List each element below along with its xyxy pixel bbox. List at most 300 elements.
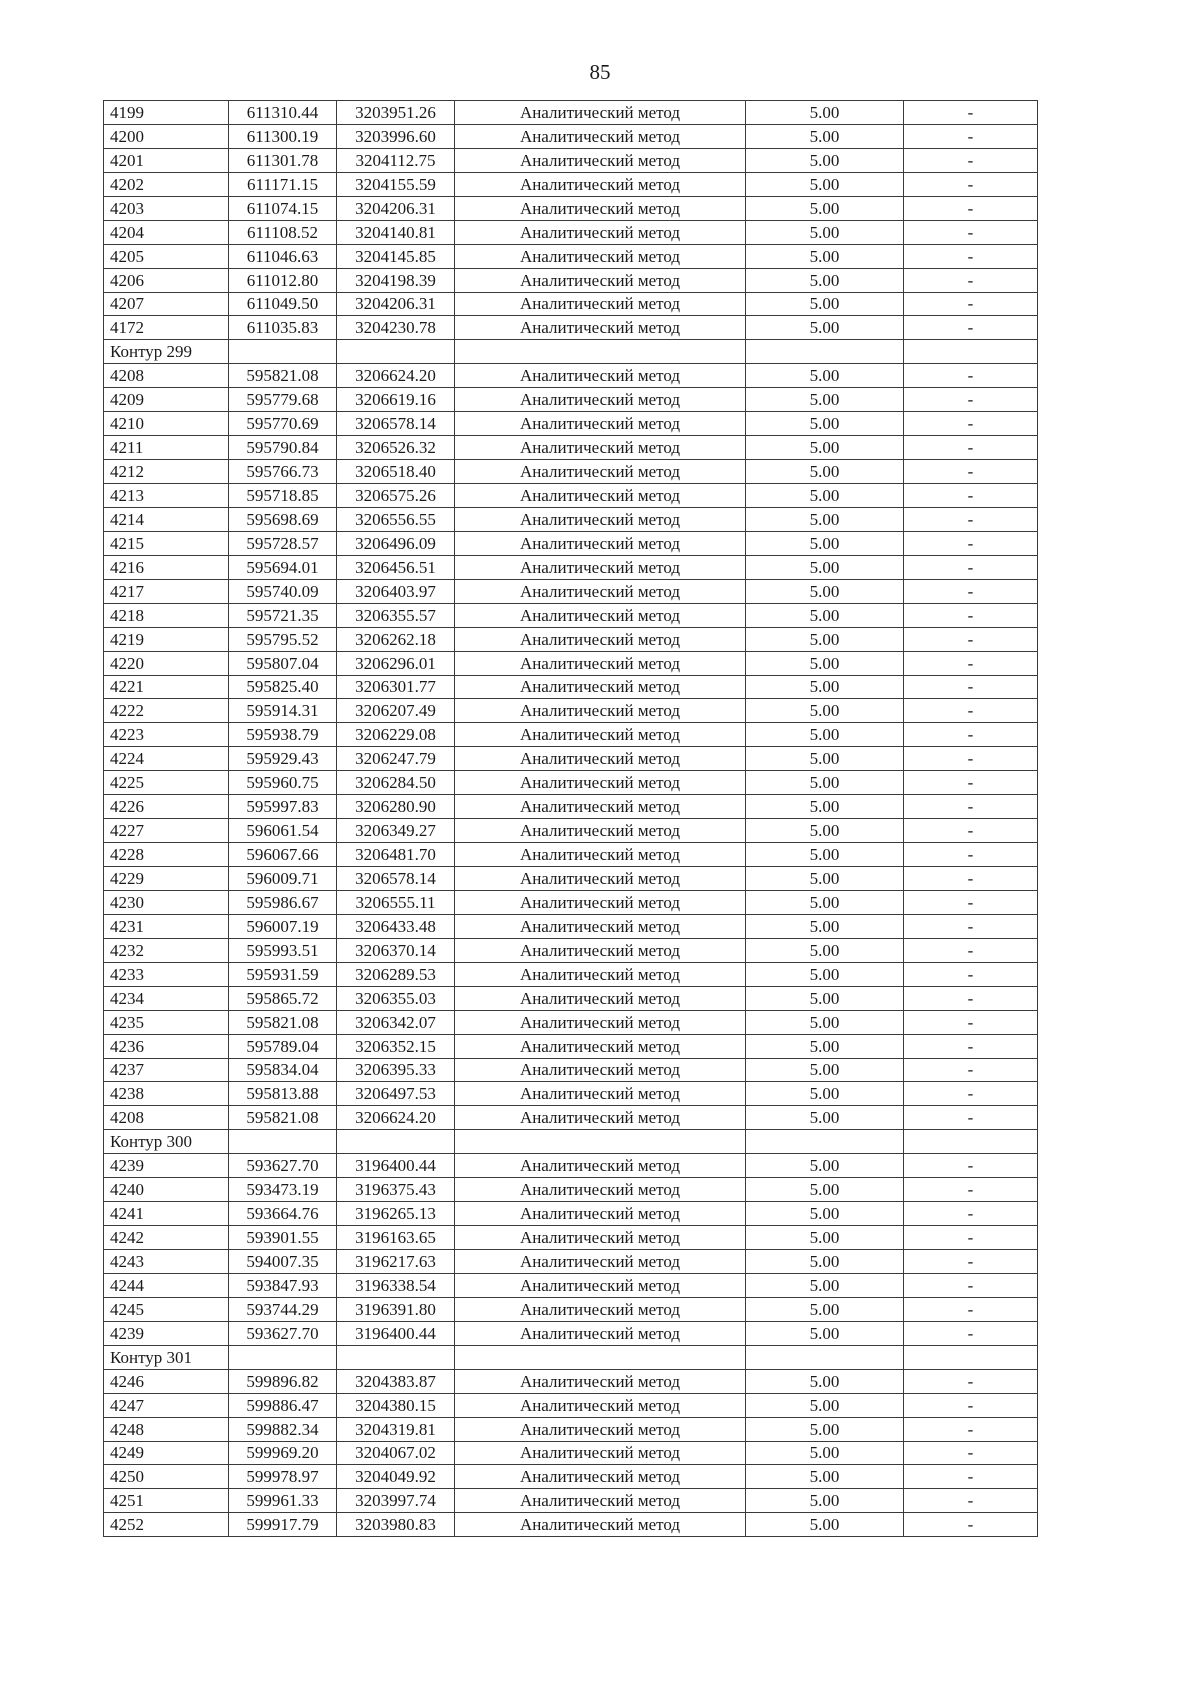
x-coordinate-cell: 595694.01 [229, 555, 337, 579]
precision-cell: 5.00 [746, 292, 904, 316]
method-cell: Аналитический метод [455, 1106, 746, 1130]
x-coordinate-cell: 595790.84 [229, 436, 337, 460]
table-row [104, 196, 1038, 220]
point-number-cell: 4237 [104, 1058, 229, 1082]
point-number-cell: 4239 [104, 1154, 229, 1178]
x-coordinate-cell: 595931.59 [229, 962, 337, 986]
method-cell: Аналитический метод [455, 436, 746, 460]
precision-cell: 5.00 [746, 1369, 904, 1393]
empty-cell [455, 340, 746, 364]
x-coordinate-cell: 611310.44 [229, 101, 337, 125]
precision-cell: 5.00 [746, 1417, 904, 1441]
description-cell: - [904, 914, 1038, 938]
method-cell: Аналитический метод [455, 220, 746, 244]
table-row [104, 220, 1038, 244]
description-cell: - [904, 1082, 1038, 1106]
y-coordinate-cell: 3206526.32 [337, 436, 455, 460]
description-cell: - [904, 723, 1038, 747]
point-number-cell: 4223 [104, 723, 229, 747]
x-coordinate-cell: 595938.79 [229, 723, 337, 747]
method-cell: Аналитический метод [455, 675, 746, 699]
table-row [104, 1034, 1038, 1058]
x-coordinate-cell: 599886.47 [229, 1393, 337, 1417]
method-cell: Аналитический метод [455, 962, 746, 986]
x-coordinate-cell: 599969.20 [229, 1441, 337, 1465]
y-coordinate-cell: 3206578.14 [337, 867, 455, 891]
precision-cell: 5.00 [746, 699, 904, 723]
precision-cell: 5.00 [746, 268, 904, 292]
y-coordinate-cell: 3204112.75 [337, 148, 455, 172]
table-row [104, 1465, 1038, 1489]
point-number-cell: 4244 [104, 1273, 229, 1297]
point-number-cell: 4219 [104, 627, 229, 651]
y-coordinate-cell: 3204067.02 [337, 1441, 455, 1465]
method-cell: Аналитический метод [455, 196, 746, 220]
method-cell: Аналитический метод [455, 555, 746, 579]
method-cell: Аналитический метод [455, 1393, 746, 1417]
x-coordinate-cell: 611301.78 [229, 148, 337, 172]
point-number-cell: 4205 [104, 244, 229, 268]
method-cell: Аналитический метод [455, 627, 746, 651]
table-row [104, 1178, 1038, 1202]
point-number-cell: 4252 [104, 1513, 229, 1537]
y-coordinate-cell: 3206481.70 [337, 843, 455, 867]
method-cell: Аналитический метод [455, 1010, 746, 1034]
precision-cell: 5.00 [746, 1202, 904, 1226]
precision-cell: 5.00 [746, 460, 904, 484]
description-cell: - [904, 220, 1038, 244]
table-row [104, 1010, 1038, 1034]
table-row [104, 1321, 1038, 1345]
description-cell: - [904, 1273, 1038, 1297]
point-number-cell: 4203 [104, 196, 229, 220]
precision-cell: 5.00 [746, 771, 904, 795]
y-coordinate-cell: 3206403.97 [337, 579, 455, 603]
table-row [104, 986, 1038, 1010]
x-coordinate-cell: 593627.70 [229, 1154, 337, 1178]
y-coordinate-cell: 3206395.33 [337, 1058, 455, 1082]
x-coordinate-cell: 595834.04 [229, 1058, 337, 1082]
x-coordinate-cell: 599978.97 [229, 1465, 337, 1489]
x-coordinate-cell: 595766.73 [229, 460, 337, 484]
point-number-cell: 4249 [104, 1441, 229, 1465]
x-coordinate-cell: 599896.82 [229, 1369, 337, 1393]
x-coordinate-cell: 593473.19 [229, 1178, 337, 1202]
y-coordinate-cell: 3196391.80 [337, 1297, 455, 1321]
precision-cell: 5.00 [746, 986, 904, 1010]
y-coordinate-cell: 3204383.87 [337, 1369, 455, 1393]
point-number-cell: 4204 [104, 220, 229, 244]
description-cell: - [904, 436, 1038, 460]
y-coordinate-cell: 3206247.79 [337, 747, 455, 771]
x-coordinate-cell: 596009.71 [229, 867, 337, 891]
point-number-cell: 4220 [104, 651, 229, 675]
table-row [104, 460, 1038, 484]
method-cell: Аналитический метод [455, 795, 746, 819]
point-number-cell: 4227 [104, 819, 229, 843]
empty-cell [337, 340, 455, 364]
y-coordinate-cell: 3204049.92 [337, 1465, 455, 1489]
description-cell: - [904, 531, 1038, 555]
description-cell: - [904, 1058, 1038, 1082]
description-cell: - [904, 819, 1038, 843]
x-coordinate-cell: 596067.66 [229, 843, 337, 867]
table-row [104, 675, 1038, 699]
method-cell: Аналитический метод [455, 268, 746, 292]
point-number-cell: 4207 [104, 292, 229, 316]
table-row [104, 148, 1038, 172]
table-row [104, 124, 1038, 148]
table-row [104, 364, 1038, 388]
precision-cell: 5.00 [746, 1250, 904, 1274]
x-coordinate-cell: 595821.08 [229, 1010, 337, 1034]
x-coordinate-cell: 611108.52 [229, 220, 337, 244]
y-coordinate-cell: 3204198.39 [337, 268, 455, 292]
y-coordinate-cell: 3206433.48 [337, 914, 455, 938]
y-coordinate-cell: 3204380.15 [337, 1393, 455, 1417]
table-row [104, 101, 1038, 125]
method-cell: Аналитический метод [455, 1250, 746, 1274]
precision-cell: 5.00 [746, 843, 904, 867]
description-cell: - [904, 124, 1038, 148]
description-cell: - [904, 843, 1038, 867]
x-coordinate-cell: 611171.15 [229, 172, 337, 196]
method-cell: Аналитический метод [455, 364, 746, 388]
point-number-cell: 4238 [104, 1082, 229, 1106]
description-cell: - [904, 1417, 1038, 1441]
precision-cell: 5.00 [746, 938, 904, 962]
y-coordinate-cell: 3206280.90 [337, 795, 455, 819]
table-row [104, 1226, 1038, 1250]
y-coordinate-cell: 3204140.81 [337, 220, 455, 244]
contour-label: Контур 300 [104, 1130, 229, 1154]
table-row [104, 1297, 1038, 1321]
method-cell: Аналитический метод [455, 699, 746, 723]
table-row [104, 579, 1038, 603]
description-cell: - [904, 1465, 1038, 1489]
description-cell: - [904, 962, 1038, 986]
y-coordinate-cell: 3206575.26 [337, 484, 455, 508]
point-number-cell: 4236 [104, 1034, 229, 1058]
precision-cell: 5.00 [746, 172, 904, 196]
precision-cell: 5.00 [746, 1010, 904, 1034]
y-coordinate-cell: 3206352.15 [337, 1034, 455, 1058]
point-number-cell: 4224 [104, 747, 229, 771]
point-number-cell: 4221 [104, 675, 229, 699]
x-coordinate-cell: 595779.68 [229, 388, 337, 412]
method-cell: Аналитический метод [455, 986, 746, 1010]
description-cell: - [904, 1369, 1038, 1393]
method-cell: Аналитический метод [455, 1082, 746, 1106]
x-coordinate-cell: 593901.55 [229, 1226, 337, 1250]
point-number-cell: 4213 [104, 484, 229, 508]
method-cell: Аналитический метод [455, 651, 746, 675]
precision-cell: 5.00 [746, 388, 904, 412]
x-coordinate-cell: 595960.75 [229, 771, 337, 795]
description-cell: - [904, 795, 1038, 819]
point-number-cell: 4206 [104, 268, 229, 292]
method-cell: Аналитический метод [455, 316, 746, 340]
point-number-cell: 4235 [104, 1010, 229, 1034]
method-cell: Аналитический метод [455, 603, 746, 627]
point-number-cell: 4228 [104, 843, 229, 867]
description-cell: - [904, 1226, 1038, 1250]
x-coordinate-cell: 595789.04 [229, 1034, 337, 1058]
precision-cell: 5.00 [746, 1178, 904, 1202]
x-coordinate-cell: 595795.52 [229, 627, 337, 651]
point-number-cell: 4233 [104, 962, 229, 986]
y-coordinate-cell: 3206624.20 [337, 1106, 455, 1130]
y-coordinate-cell: 3206370.14 [337, 938, 455, 962]
precision-cell: 5.00 [746, 484, 904, 508]
description-cell: - [904, 1034, 1038, 1058]
method-cell: Аналитический метод [455, 484, 746, 508]
table-row [104, 1058, 1038, 1082]
y-coordinate-cell: 3206619.16 [337, 388, 455, 412]
point-number-cell: 4172 [104, 316, 229, 340]
description-cell: - [904, 651, 1038, 675]
table-row [104, 316, 1038, 340]
x-coordinate-cell: 595807.04 [229, 651, 337, 675]
method-cell: Аналитический метод [455, 843, 746, 867]
method-cell: Аналитический метод [455, 938, 746, 962]
precision-cell: 5.00 [746, 1297, 904, 1321]
empty-cell [455, 1130, 746, 1154]
precision-cell: 5.00 [746, 1321, 904, 1345]
method-cell: Аналитический метод [455, 1465, 746, 1489]
precision-cell: 5.00 [746, 507, 904, 531]
empty-cell [904, 340, 1038, 364]
method-cell: Аналитический метод [455, 148, 746, 172]
y-coordinate-cell: 3204230.78 [337, 316, 455, 340]
contour-label: Контур 299 [104, 340, 229, 364]
precision-cell: 5.00 [746, 436, 904, 460]
method-cell: Аналитический метод [455, 412, 746, 436]
precision-cell: 5.00 [746, 819, 904, 843]
precision-cell: 5.00 [746, 244, 904, 268]
x-coordinate-cell: 596007.19 [229, 914, 337, 938]
y-coordinate-cell: 3206207.49 [337, 699, 455, 723]
description-cell: - [904, 172, 1038, 196]
description-cell: - [904, 867, 1038, 891]
y-coordinate-cell: 3206355.03 [337, 986, 455, 1010]
point-number-cell: 4199 [104, 101, 229, 125]
precision-cell: 5.00 [746, 1441, 904, 1465]
table-row [104, 627, 1038, 651]
table-row [104, 507, 1038, 531]
y-coordinate-cell: 3206284.50 [337, 771, 455, 795]
y-coordinate-cell: 3196338.54 [337, 1273, 455, 1297]
x-coordinate-cell: 595986.67 [229, 890, 337, 914]
y-coordinate-cell: 3204145.85 [337, 244, 455, 268]
table-row [104, 1250, 1038, 1274]
point-number-cell: 4208 [104, 364, 229, 388]
y-coordinate-cell: 3203951.26 [337, 101, 455, 125]
point-number-cell: 4222 [104, 699, 229, 723]
y-coordinate-cell: 3204206.31 [337, 292, 455, 316]
precision-cell: 5.00 [746, 1058, 904, 1082]
y-coordinate-cell: 3206578.14 [337, 412, 455, 436]
empty-cell [337, 1345, 455, 1369]
y-coordinate-cell: 3196375.43 [337, 1178, 455, 1202]
point-number-cell: 4209 [104, 388, 229, 412]
x-coordinate-cell: 595821.08 [229, 364, 337, 388]
point-number-cell: 4246 [104, 1369, 229, 1393]
precision-cell: 5.00 [746, 962, 904, 986]
method-cell: Аналитический метод [455, 507, 746, 531]
method-cell: Аналитический метод [455, 1441, 746, 1465]
empty-cell [746, 1130, 904, 1154]
description-cell: - [904, 1393, 1038, 1417]
table-row [104, 1202, 1038, 1226]
precision-cell: 5.00 [746, 1489, 904, 1513]
empty-cell [455, 1345, 746, 1369]
table-row [104, 843, 1038, 867]
description-cell: - [904, 1250, 1038, 1274]
description-cell: - [904, 1489, 1038, 1513]
description-cell: - [904, 364, 1038, 388]
table-row [104, 1154, 1038, 1178]
description-cell: - [904, 1178, 1038, 1202]
description-cell: - [904, 507, 1038, 531]
description-cell: - [904, 890, 1038, 914]
method-cell: Аналитический метод [455, 244, 746, 268]
x-coordinate-cell: 594007.35 [229, 1250, 337, 1274]
point-number-cell: 4242 [104, 1226, 229, 1250]
method-cell: Аналитический метод [455, 101, 746, 125]
method-cell: Аналитический метод [455, 1321, 746, 1345]
point-number-cell: 4229 [104, 867, 229, 891]
method-cell: Аналитический метод [455, 819, 746, 843]
precision-cell: 5.00 [746, 220, 904, 244]
point-number-cell: 4241 [104, 1202, 229, 1226]
precision-cell: 5.00 [746, 890, 904, 914]
x-coordinate-cell: 595813.88 [229, 1082, 337, 1106]
description-cell: - [904, 1513, 1038, 1537]
table-row [104, 1082, 1038, 1106]
description-cell: - [904, 938, 1038, 962]
y-coordinate-cell: 3206624.20 [337, 364, 455, 388]
x-coordinate-cell: 595728.57 [229, 531, 337, 555]
contour-header-row [104, 1345, 1038, 1369]
table-row [104, 771, 1038, 795]
x-coordinate-cell: 599882.34 [229, 1417, 337, 1441]
method-cell: Аналитический метод [455, 1058, 746, 1082]
table-row [104, 1369, 1038, 1393]
x-coordinate-cell: 595929.43 [229, 747, 337, 771]
table-row [104, 268, 1038, 292]
table-row [104, 938, 1038, 962]
y-coordinate-cell: 3206342.07 [337, 1010, 455, 1034]
empty-cell [229, 340, 337, 364]
table-row [104, 1273, 1038, 1297]
table-row [104, 1417, 1038, 1441]
description-cell: - [904, 412, 1038, 436]
table-row [104, 412, 1038, 436]
description-cell: - [904, 603, 1038, 627]
table-row [104, 244, 1038, 268]
point-number-cell: 4231 [104, 914, 229, 938]
table-row [104, 1513, 1038, 1537]
table-row [104, 484, 1038, 508]
y-coordinate-cell: 3206229.08 [337, 723, 455, 747]
y-coordinate-cell: 3206262.18 [337, 627, 455, 651]
y-coordinate-cell: 3206518.40 [337, 460, 455, 484]
method-cell: Аналитический метод [455, 914, 746, 938]
y-coordinate-cell: 3204206.31 [337, 196, 455, 220]
x-coordinate-cell: 595993.51 [229, 938, 337, 962]
method-cell: Аналитический метод [455, 1178, 746, 1202]
x-coordinate-cell: 593847.93 [229, 1273, 337, 1297]
description-cell: - [904, 555, 1038, 579]
table-row [104, 555, 1038, 579]
point-number-cell: 4215 [104, 531, 229, 555]
method-cell: Аналитический метод [455, 1513, 746, 1537]
x-coordinate-cell: 593627.70 [229, 1321, 337, 1345]
precision-cell: 5.00 [746, 627, 904, 651]
y-coordinate-cell: 3206296.01 [337, 651, 455, 675]
table-row [104, 723, 1038, 747]
description-cell: - [904, 1321, 1038, 1345]
empty-cell [904, 1130, 1038, 1154]
method-cell: Аналитический метод [455, 747, 746, 771]
description-cell: - [904, 771, 1038, 795]
table-row [104, 867, 1038, 891]
table-row [104, 603, 1038, 627]
point-number-cell: 4232 [104, 938, 229, 962]
precision-cell: 5.00 [746, 1106, 904, 1130]
precision-cell: 5.00 [746, 1513, 904, 1537]
y-coordinate-cell: 3206289.53 [337, 962, 455, 986]
empty-cell [746, 340, 904, 364]
table-row [104, 962, 1038, 986]
method-cell: Аналитический метод [455, 531, 746, 555]
precision-cell: 5.00 [746, 101, 904, 125]
point-number-cell: 4226 [104, 795, 229, 819]
point-number-cell: 4217 [104, 579, 229, 603]
method-cell: Аналитический метод [455, 1034, 746, 1058]
method-cell: Аналитический метод [455, 292, 746, 316]
method-cell: Аналитический метод [455, 890, 746, 914]
page-number: 85 [589, 60, 611, 84]
x-coordinate-cell: 595865.72 [229, 986, 337, 1010]
table-row [104, 388, 1038, 412]
empty-cell [904, 1345, 1038, 1369]
description-cell: - [904, 460, 1038, 484]
x-coordinate-cell: 611012.80 [229, 268, 337, 292]
y-coordinate-cell: 3206497.53 [337, 1082, 455, 1106]
x-coordinate-cell: 595698.69 [229, 507, 337, 531]
point-number-cell: 4230 [104, 890, 229, 914]
table-row [104, 292, 1038, 316]
point-number-cell: 4240 [104, 1178, 229, 1202]
precision-cell: 5.00 [746, 412, 904, 436]
precision-cell: 5.00 [746, 1273, 904, 1297]
precision-cell: 5.00 [746, 531, 904, 555]
description-cell: - [904, 268, 1038, 292]
x-coordinate-cell: 611049.50 [229, 292, 337, 316]
table-row [104, 531, 1038, 555]
x-coordinate-cell: 595821.08 [229, 1106, 337, 1130]
point-number-cell: 4214 [104, 507, 229, 531]
method-cell: Аналитический метод [455, 1417, 746, 1441]
point-number-cell: 4208 [104, 1106, 229, 1130]
point-number-cell: 4202 [104, 172, 229, 196]
table-row [104, 1441, 1038, 1465]
precision-cell: 5.00 [746, 1034, 904, 1058]
description-cell: - [904, 292, 1038, 316]
precision-cell: 5.00 [746, 316, 904, 340]
